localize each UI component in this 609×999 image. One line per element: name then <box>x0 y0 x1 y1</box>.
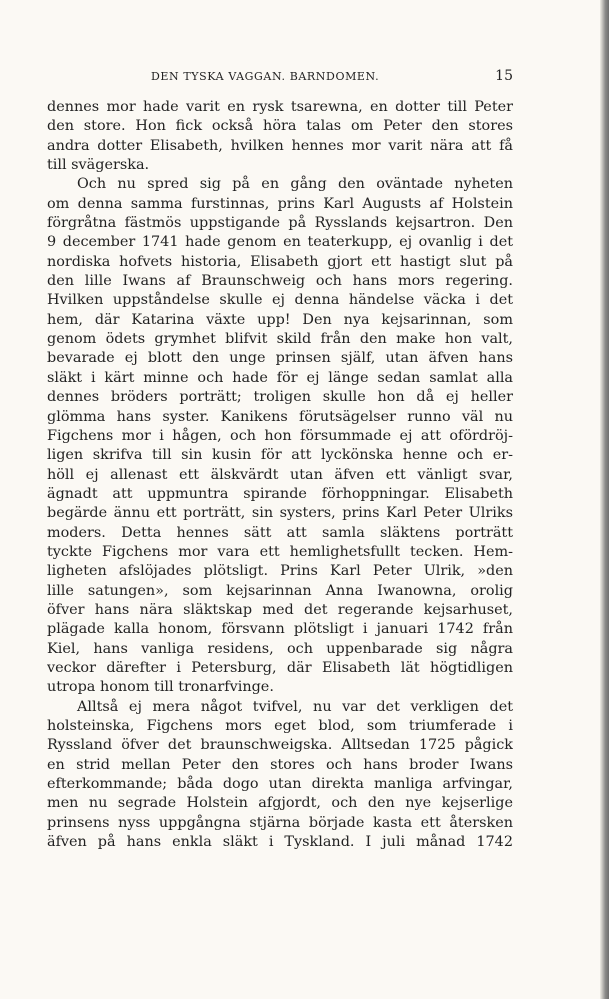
text-line: tyckte Figchens mor vara ett hemlighetsfullt tecken. Hem- <box>47 543 513 560</box>
text-line: Hvilken uppståndelse skulle ej denna händelse väcka i det <box>47 292 513 309</box>
text-line: den lille Iwans af Braunschweig och hans mors regering. <box>47 273 513 290</box>
text-line: den store. Hon fick också höra talas om Peter den stores <box>47 118 513 135</box>
text-line: 9 december 1741 hade genom en teaterkupp, ej ovanlig i det <box>47 234 513 251</box>
page-number: 15 <box>495 68 513 84</box>
text-line: höll ej allenast ett älskvärdt utan äfven ett vänligt svar, <box>47 466 513 483</box>
text-line: bevarade ej blott den unge prinsen själf, utan äfven hans <box>47 350 513 367</box>
text-line: nordiska hofvets historia, Elisabeth gjort ett hastigt slut på <box>47 253 513 270</box>
text-line: genom ödets grymhet blifvit skild från den make hon valt, <box>47 331 513 348</box>
text-line: öfver hans nära släktskap med det regerande kejsarhuset, <box>47 601 513 618</box>
text-line: Kiel, hans vanliga residens, och uppenbarade sig några <box>47 640 513 657</box>
page-edge-shadow <box>600 0 609 999</box>
text-line: äfven på hans enkla släkt i Tyskland. I juli månad 1742 <box>47 834 513 851</box>
text-line: lille satungen», som kejsarinnan Anna Iwanowna, orolig <box>47 582 513 599</box>
text-line: andra dotter Elisabeth, hvilken hennes mor varit nära att få <box>47 137 513 154</box>
text-line: hem, där Katarina växte upp! Den nya kejsarinnan, som <box>47 311 513 328</box>
text-line: moders. Detta hennes sätt att samla släktens porträtt <box>47 524 513 541</box>
text-line: släkt i kärt minne och hade för ej länge sedan samlat alla <box>47 369 513 386</box>
text-line: dennes bröders porträtt; troligen skulle hon då ej heller <box>47 389 513 406</box>
text-line: en strid mellan Peter den stores och hans broder Iwans <box>47 756 513 773</box>
running-title: DEN TYSKA VAGGAN. BARNDOMEN. <box>151 70 380 83</box>
text-line: om denna samma furstinnas, prins Karl Augusts af Holstein <box>47 195 513 212</box>
text-line: plägade kalla honom, försvann plötsligt i januari 1742 från <box>47 621 513 638</box>
body-text <box>47 98 513 852</box>
text-line: Alltså ej mera något tvifvel, nu var det verkligen det <box>77 698 513 715</box>
text-line: ligheten afslöjades plötsligt. Prins Karl Peter Ulrik, »den <box>47 563 513 580</box>
text-line: ägnadt att uppmuntra spirande förhoppningar. Elisabeth <box>47 485 513 502</box>
text-line: förgråtna fästmös uppstigande på Rysslands kejsartron. Den <box>47 215 513 232</box>
text-line: ligen skrifva till sin kusin för att lyckönska henne och er- <box>47 447 513 464</box>
text-line: Figchens mor i hågen, och hon försummade ej att ofördröj- <box>47 427 513 444</box>
text-line: dennes mor hade varit en rysk tsarewna, en dotter till Peter <box>47 99 513 115</box>
text-line: veckor därefter i Petersburg, där Elisabeth lät högtidligen <box>47 659 513 676</box>
text-line: utropa honom till tronarfvinge. <box>47 679 274 696</box>
running-head <box>47 68 513 88</box>
text-line: holsteinska, Figchens mors eget blod, som triumferade i <box>47 718 513 734</box>
text-line: begärde ännu ett porträtt, sin systers, prins Karl Peter Ulriks <box>47 505 513 522</box>
text-line: prinsens nyss uppgångna stjärna började kasta ett återsken <box>47 814 513 831</box>
text-line: Och nu spred sig på en gång den oväntade nyheten <box>77 176 513 193</box>
text-line: Ryssland öfver det braunschweigska. Alltsedan 1725 pågick <box>47 737 513 754</box>
text-line: men nu segrade Holstein afgjordt, och den nye kejserlige <box>47 795 513 812</box>
text-line: glömma hans syster. Kanikens förutsägelser runno väl nu <box>47 408 513 425</box>
text-line: efterkommande; båda dogo utan direkta manliga arfvingar, <box>47 776 513 793</box>
text-line: till svägerska. <box>47 157 150 174</box>
